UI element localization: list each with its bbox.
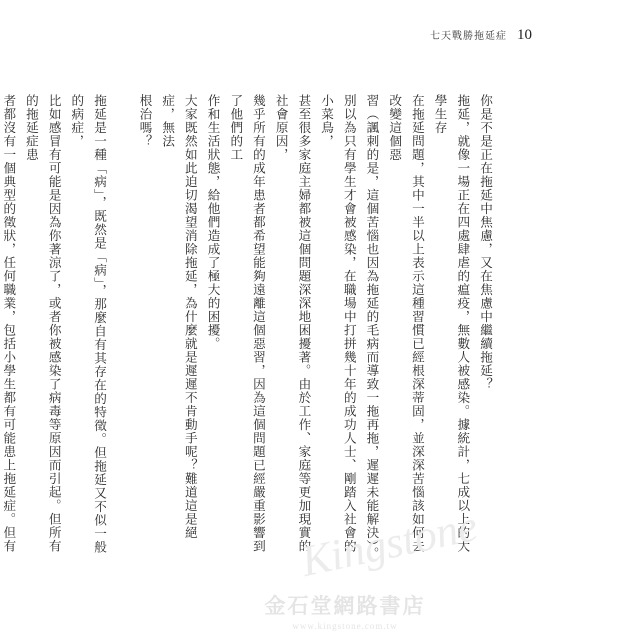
body-text	[1, 94, 496, 564]
text-column: 作和生活狀態，給他們造成了極大的困擾。	[205, 94, 221, 351]
text-column: 習（諷刺的是，這個苦惱也因為拖延的毛病而導致一拖再拖，遲遲未能解決）。	[364, 94, 380, 561]
text-column: 別以為只有學生才會被感染，在職場中打拼幾十年的成功人士、剛踏入社會的小菜鳥，	[319, 94, 357, 553]
paragraph-spacer	[110, 94, 133, 564]
page-header	[430, 27, 532, 44]
text-column: 根治嗎？	[137, 94, 153, 148]
watermark-url: www.kingstone.com.tw	[292, 621, 398, 631]
running-title: 七天戰勝拖延症	[430, 31, 507, 42]
text-column: 者都沒有一個典型的徵狀，任何職業，包括小學生都有可能患上拖延症。但有	[1, 94, 17, 553]
text-column: 大家既然如此迫切渴望消除拖延，為什麼就是遲遲不肯動手呢？難道這是絕症，無法	[160, 94, 198, 540]
text-column: 你是不是正在拖延中焦慮，又在焦慮中繼續拖延？	[478, 94, 493, 391]
text-column: 拖延是一種「病」，既然是「病」，那麼自有其存在的特徵。但拖延又不似一般的病症，	[69, 94, 108, 554]
text-column: 在拖延問題，其中一半以上表示這種習慣已經根深蒂固，並深深苦惱該如何去改變這個惡	[387, 94, 425, 553]
page-number: 10	[517, 27, 532, 43]
text-column: 拖延，就像一場正在四處肆虐的瘟疫，無數人被感染。據統計，七成以上的大學生存	[432, 94, 471, 553]
watermark	[200, 590, 490, 631]
text-column: 比如感冒有可能是因為你著涼了，或者你被感染了病毒等原因而引起。但所有的拖延症患	[23, 94, 62, 553]
text-column: 幾乎所有的成年患者都希望能夠遠離這個惡習，因為這個問題已經嚴重影響到了他們的工	[228, 94, 266, 553]
watermark-chinese: 金石堂網路書店	[264, 594, 426, 618]
text-column: 甚至很多家庭主婦都被這個問題深深地困擾著。由於工作、家庭等更加現實的社會原因，	[273, 94, 312, 553]
watermark-script: Kingstone	[296, 500, 482, 587]
